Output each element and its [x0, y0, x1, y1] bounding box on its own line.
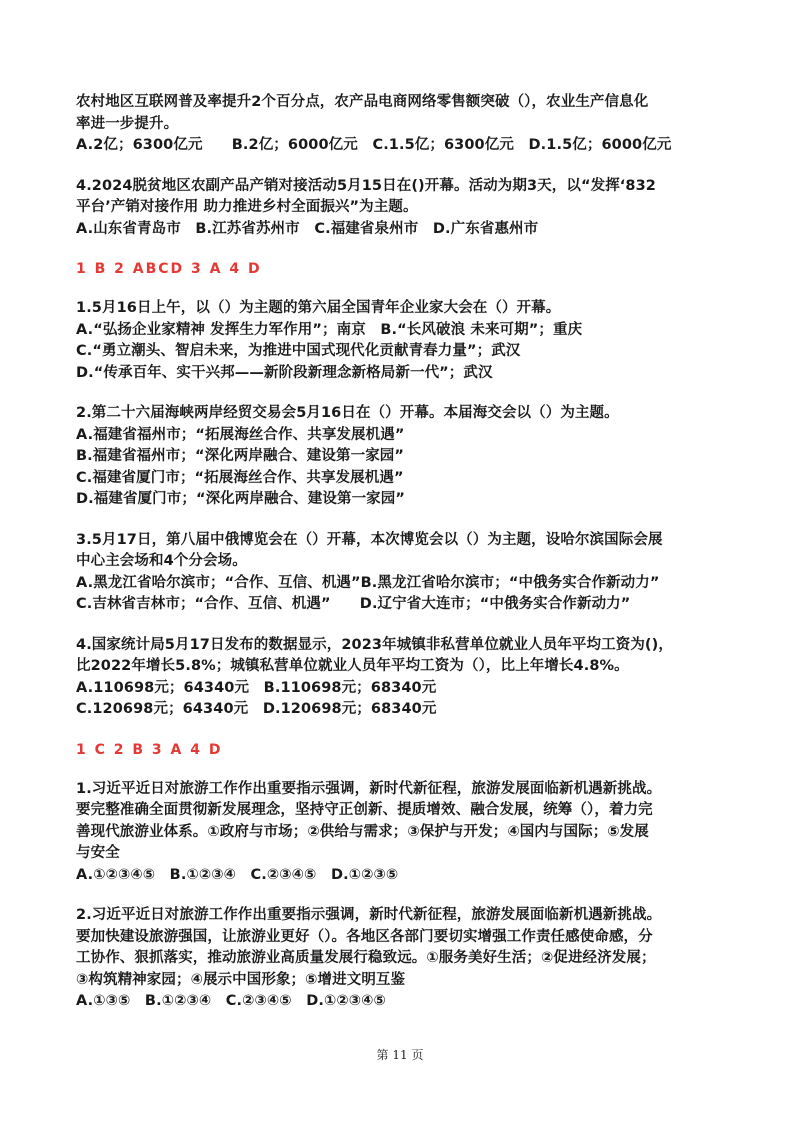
question-block — [76, 176, 736, 241]
question-line: 3.5月17日，第八届中俄博览会在（）开幕，本次博览会以（）为主题，设哈尔滨国际会展 — [76, 531, 663, 548]
question-line: 善现代旅游业体系。①政府与市场；②供给与需求；③保护与开发；④国内与国际；⑤发展 — [76, 823, 649, 840]
question-line: ③构筑精神家园；④展示中国形象；⑤增进文明互鉴 — [76, 971, 406, 988]
question-line: 要完整准确全面贯彻新发展理念，坚持守正创新、提质增效、融合发展，统筹（），着力完 — [76, 802, 653, 818]
page-number: 第 11 页 — [376, 1048, 424, 1062]
question-line: 1.习近平近日对旅游工作作出重要指示强调，新时代新征程，旅游发展面临新机遇新挑战。 — [76, 780, 662, 797]
answer-key: 1 B 2 ABCD 3 A 4 D — [76, 261, 262, 277]
question-line: A.黑龙江省哈尔滨市；“合作、互信、机遇”B.黑龙江省哈尔滨市；“中俄务实合作新动力” — [76, 574, 660, 591]
question-block — [76, 779, 736, 887]
question-line: C.120698元；64340元 D.120698元；68340元 — [76, 701, 437, 717]
question-line: A.110698元；64340元 B.110698元；68340元 — [76, 679, 437, 696]
question-line: 工协作、狠抓落实，推动旅游业高质量发展行稳致远。①服务美好生活；②促进经济发展； — [76, 950, 656, 966]
question-line: A.①②③④⑤ B.①②③④ C.②③④⑤ D.①②③⑤ — [76, 866, 399, 883]
question-line: 4.国家统计局5月17日发布的数据显示，2023年城镇非私营单位就业人员年平均工资为()， — [76, 636, 673, 653]
question-line: A.福建省福州市；“拓展海丝合作、共享发展机遇” — [76, 426, 405, 443]
question-line: 2.第二十六届海峡两岸经贸交易会5月16日在（）开幕。本届海交会以（）为主题。 — [76, 405, 619, 421]
question-block — [76, 530, 736, 616]
answer-key: 1 C 2 B 3 A 4 D — [76, 741, 223, 758]
question-block — [76, 905, 736, 1013]
question-block — [76, 298, 736, 384]
question-block — [76, 403, 736, 511]
question-line: 2.习近平近日对旅游工作作出重要指示强调，新时代新征程，旅游发展面临新机遇新挑战。 — [76, 907, 662, 923]
question-line: C.福建省厦门市；“拓展海丝合作、共享发展机遇” — [76, 469, 404, 486]
question-line: 4.2024脱贫地区农副产品产销对接活动5月15日在()开幕。活动为期3天，以“发挥‘832 — [76, 177, 656, 194]
question-line: 中心主会场和4个分会场。 — [76, 553, 247, 569]
question-line: 比2022年增长5.8%；城镇私营单位就业人员年平均工资为（），比上年增长4.8%。 — [76, 658, 629, 674]
question-line: A.2亿；6300亿元 B.2亿；6000亿元 C.1.5亿；6300亿元 D.1.5亿；6000亿元 — [76, 137, 672, 153]
question-line: B.福建省福州市；“深化两岸融合、建设第一家园” — [76, 448, 405, 464]
question-block — [76, 92, 736, 157]
question-line: D.福建省厦门市；“深化两岸融合、建设第一家园” — [76, 491, 406, 507]
question-line: 1.5月16日上午，以（）为主题的第六届全国青年企业家大会在（）开幕。 — [76, 300, 561, 316]
question-line: 农村地区互联网普及率提升2个百分点，农产品电商网络零售额突破（），农业生产信息化 — [76, 94, 649, 110]
question-block — [76, 635, 736, 721]
question-line: 率进一步提升。 — [76, 115, 179, 132]
question-line: D.“传承百年、实干兴邦——新阶段新理念新格局新一代”；武汉 — [76, 364, 493, 381]
question-line: 平台’产销对接作用 助力推进乡村全面振兴”为主题。 — [76, 199, 418, 215]
question-line: 与安全 — [76, 845, 120, 861]
question-line: A.“弘扬企业家精神 发挥生力军作用”；南京 B.“长风破浪 未来可期”；重庆 — [76, 321, 583, 338]
document-body — [76, 92, 736, 1032]
question-line: C.“勇立潮头、智启未来，为推进中国式现代化贡献青春力量”；武汉 — [76, 343, 521, 359]
question-line: 要加快建设旅游强国，让旅游业更好（）。各地区各部门要切实增强工作责任感使命感，分 — [76, 928, 653, 945]
question-line: C.吉林省吉林市；“合作、互信、机遇” D.辽宁省大连市；“中俄务实合作新动力” — [76, 596, 631, 612]
question-line: A.①③⑤ B.①②③④ C.②③④⑤ D.①②③④⑤ — [76, 993, 386, 1009]
question-line: A.山东省青岛市 B.江苏省苏州市 C.福建省泉州市 D.广东省惠州市 — [76, 220, 539, 237]
